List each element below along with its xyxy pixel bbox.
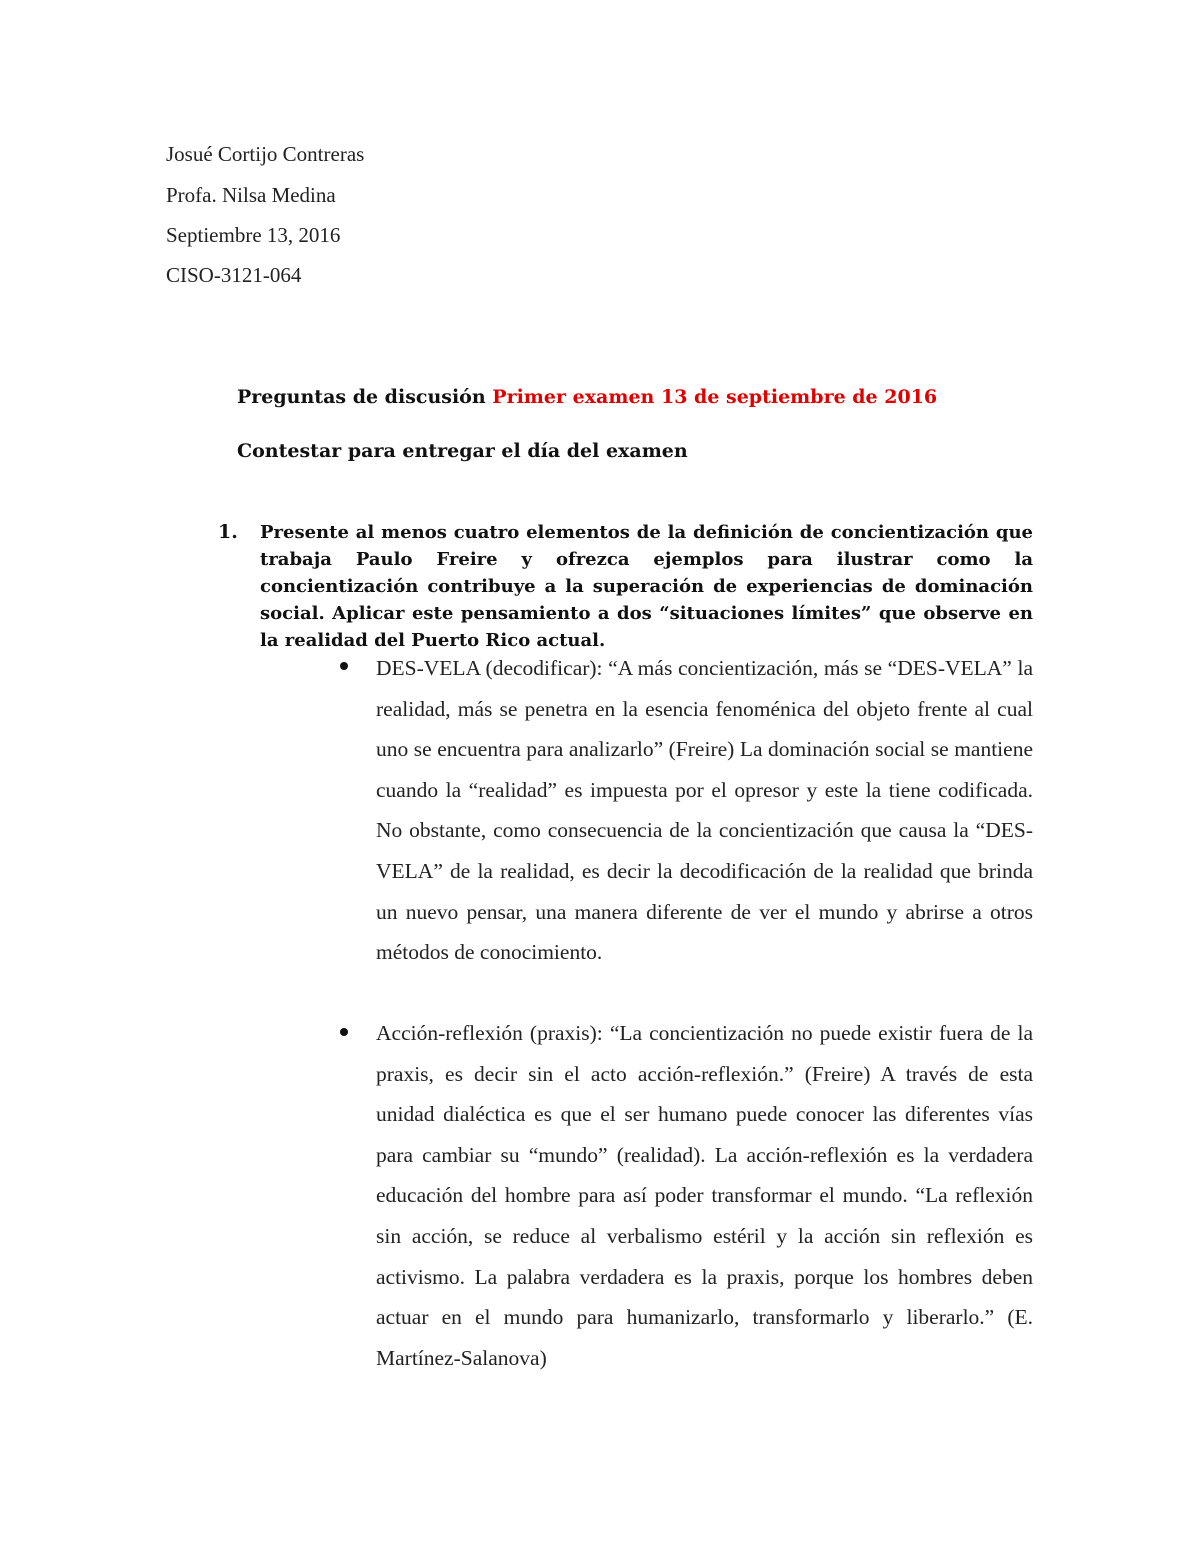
professor-name: Profa. Nilsa Medina [166,183,336,207]
answer-bullet-accion-reflexion: Acción-reflexión (praxis): “La concientización no puede existir fuera de la praxis, es decir sin el acto acción-reflexión.” (Freire) A través de esta unidad dialéctica es que el ser humano puede conocer las diferentes vías para cambiar su “mundo” (realidad). La acción-reflexión es la verdadera educación del hombre para así poder transformar el mundo. “La reflexión sin acción, se reduce al verbalismo estéril y la acción sin reflexión es activismo. La palabra verdadera es la praxis, porque los hombres deben actuar en el mundo para humanizarlo, transformarlo y liberarlo.” (E. Martínez-Salanova) [376,1021,1033,1370]
question-number: 1. [218,521,238,543]
title-exam-highlight: Primer examen 13 de septiembre de 2016 [492,386,938,408]
instructions-subtitle: Contestar para entregar el día del examen [237,440,688,462]
title-text: Preguntas de discusión [237,386,493,408]
bullet-dot-icon [340,1028,348,1036]
document-date: Septiembre 13, 2016 [166,223,341,247]
bullet-dot-icon [340,662,348,670]
document-title [237,384,937,410]
answer-bullet-des-vela: DES-VELA (decodificar): “A más concientización, más se “DES-VELA” la realidad, más se penetra en la esencia fenoménica del objeto frente al cual uno se encuentra para analizarlo” (Freire) La dominación social se mantiene cuando la “realidad” es impuesta por el opresor y este la tiene codificada. No obstante, como consecuencia de la concientización que causa la “DES-VELA” de la realidad, es decir la decodificación de la realidad que brinda un nuevo pensar, una manera diferente de ver el mundo y abrirse a otros métodos de conocimiento. [376,656,1033,965]
question-text: Presente al menos cuatro elementos de la definición de concientización que trabaja Paulo Freire y ofrezca ejemplos para ilustrar como la concientización contribuye a la superación de experiencias de dominación social. Aplicar este pensamiento a dos “situaciones límites” que observe en la realidad del Puerto Rico actual. [260,522,1033,651]
author-name: Josué Cortijo Contreras [166,142,365,166]
course-code: CISO-3121-064 [166,263,302,287]
